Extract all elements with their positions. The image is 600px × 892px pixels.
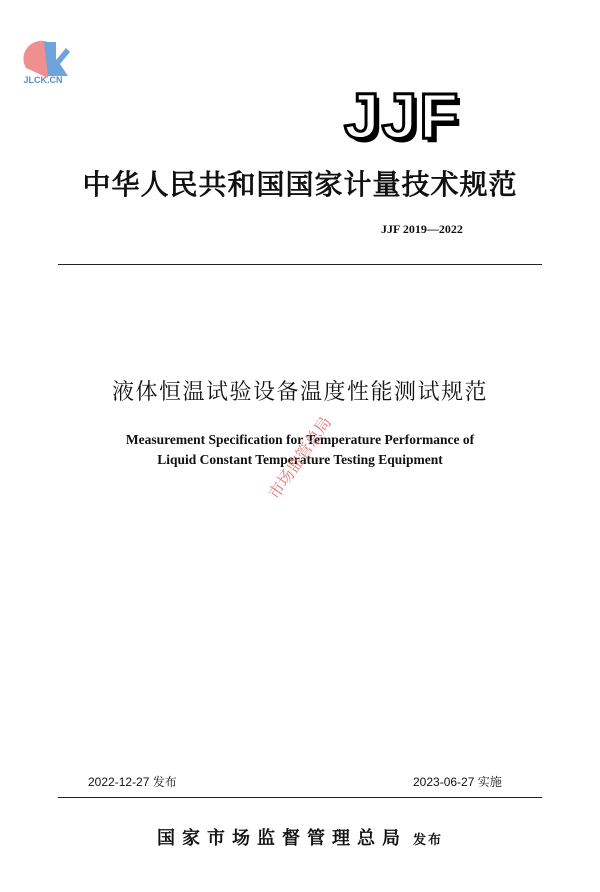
- organization-title: 中华人民共和国国家计量技术规范: [82, 168, 518, 201]
- issuer-name: 国家市场监督管理总局: [156, 828, 407, 849]
- document-code: JJF 2019—2022: [381, 222, 463, 236]
- title-chinese: 液体恒温试验设备温度性能测试规范: [111, 380, 488, 405]
- issuer: [0, 824, 600, 850]
- title-english-line2: Liquid Constant Temperature Testing Equipment: [157, 452, 443, 467]
- divider-bottom: [58, 797, 542, 798]
- jjf-mark: JJF: [344, 80, 461, 152]
- title-english-line1: Measurement Specification for Temperature Performance of: [125, 432, 475, 447]
- watermark: 市场监管总局: [264, 413, 336, 503]
- logo-text: JLCK.CN: [23, 75, 63, 85]
- issuer-suffix: 发布: [412, 833, 443, 848]
- divider-top: [58, 264, 542, 265]
- issue-date: 2022-12-27 发布: [88, 775, 177, 789]
- effective-date: 2023-06-27 实施: [413, 775, 502, 789]
